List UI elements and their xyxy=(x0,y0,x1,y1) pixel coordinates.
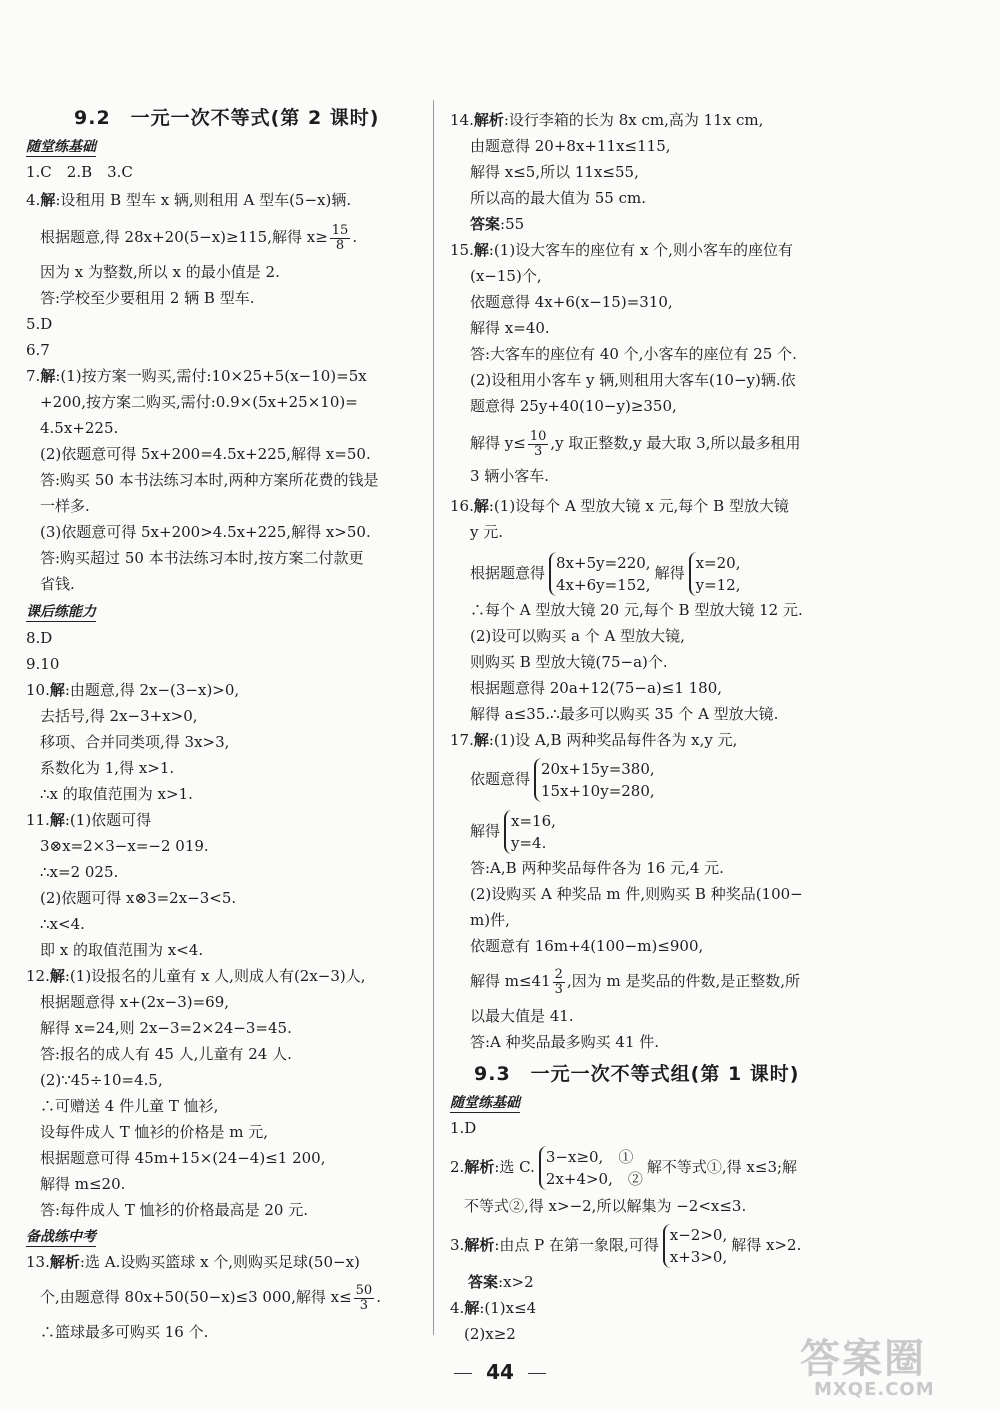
answer-line: 根据题意,得 28x+20(5−x)≥115,解得 x≥ $\frac{15}{8}$ . xyxy=(40,222,358,253)
answer-line: 依题意得 4x+6(x−15)=310, xyxy=(470,293,673,311)
answer-line: 根据题意得 20a+12(75−a)≤1 180, xyxy=(470,679,723,697)
answer-line: ∴每个 A 型放大镜 20 元,每个 B 型放大镜 12 元. xyxy=(470,601,803,619)
answer-line: (2)设租用小客车 y 辆,则租用大客车(10−y)辆.依 xyxy=(470,371,796,389)
subsection-heading: 备战练中考 xyxy=(26,1229,96,1245)
subsection-heading: 课后练能力 xyxy=(26,604,96,620)
answer-line: 1.C 2.B 3.C xyxy=(26,163,133,181)
answer-line: 个,由题意得 80x+50(50−x)≤3 000,解得 x≤ $\frac{50}{3}$ . xyxy=(40,1282,381,1313)
equation-system: x=20, y=12, xyxy=(689,552,741,596)
answer-line: 答:每件成人 T 恤衫的价格最高是 20 元. xyxy=(40,1201,308,1219)
answer-line: 答:学校至少要租用 2 辆 B 型车. xyxy=(40,289,255,307)
answer-line: 答案:55 xyxy=(470,215,525,233)
fraction: $\frac{2}{3}$ xyxy=(554,966,563,997)
answer-line: 11.解:(1)依题可得 xyxy=(26,811,152,829)
fraction: $\frac{15}{8}$ xyxy=(331,222,349,253)
answer-line: 16.解:(1)设每个 A 型放大镜 x 元,每个 B 型放大镜 xyxy=(450,497,789,515)
answer-line: 6.7 xyxy=(26,341,50,359)
answer-line: 系数化为 1,得 x>1. xyxy=(40,759,175,777)
answer-line: 依题意有 16m+4(100−m)≤900, xyxy=(470,937,704,955)
answer-line: 10.解:由题意,得 2x−(3−x)>0, xyxy=(26,681,240,699)
column-divider xyxy=(433,100,434,1335)
answer-line: 解得 y≤ $\frac{10}{3}$ ,y 取正整数,y 最大取 3,所以最多租用 xyxy=(470,428,801,459)
answer-line: 答:A 种奖品最多购买 41 件. xyxy=(470,1033,660,1051)
answer-line: 答:A,B 两种奖品每件各为 16 元,4 元. xyxy=(470,859,724,877)
answer-line: 根据题意可得 45m+15×(24−4)≤1 200, xyxy=(40,1149,326,1167)
equation-system: x−2>0, x+3>0, xyxy=(663,1224,727,1268)
answer-line: 解得 m≤41 $\frac{2}{3}$ ,因为 m 是奖品的件数,是正整数,所 xyxy=(470,966,801,997)
answer-line: 解得 x≤5,所以 11x≤55, xyxy=(470,163,639,181)
answer-line: (2)设可以购买 a 个 A 型放大镜, xyxy=(470,627,685,645)
answer-line: 不等式②,得 x>−2,所以解集为 −2<x≤3. xyxy=(464,1197,747,1215)
fraction: $\frac{50}{3}$ xyxy=(355,1282,373,1313)
answer-line: m)件, xyxy=(470,911,510,929)
page-number-dash xyxy=(454,1373,472,1374)
answer-line: ∴x<4. xyxy=(40,915,85,933)
equation-system: 20x+15y=380, 15x+10y=280, xyxy=(534,758,655,802)
answer-line: 题意得 25y+40(10−y)≥350, xyxy=(470,397,677,415)
answer-line: 1.D xyxy=(450,1119,477,1137)
answer-line: 答:报名的成人有 45 人,儿童有 24 人. xyxy=(40,1045,292,1063)
answer-line: 根据题意得 x+(2x−3)=69, xyxy=(40,993,230,1011)
answer-line: 去括号,得 2x−3+x>0, xyxy=(40,707,198,725)
answer-line: 8.D xyxy=(26,629,53,647)
section-title: 9.3 一元一次不等式组(第 1 课时) xyxy=(474,1063,800,1085)
answer-line: (2)x≥2 xyxy=(464,1325,516,1343)
answer-line: 解得 x=40. xyxy=(470,319,550,337)
equation-system: 8x+5y=220, 4x+6y=152, xyxy=(549,552,651,596)
answer-line: +200,按方案二购买,需付:0.9×(5x+25×10)= xyxy=(40,393,358,411)
answer-line: 解得 x=24,则 2x−3=2×24−3=45. xyxy=(40,1019,292,1037)
answer-line: 5.D xyxy=(26,315,53,333)
answer-line: 4.解:设租用 B 型车 x 辆,则租用 A 型车(5−x)辆. xyxy=(26,191,352,209)
equation-system-line: 根据题意得 8x+5y=220, 4x+6y=152, 解得 x=20, y=12, xyxy=(470,554,741,594)
equation-system-line: 3.解析:由点 P 在第一象限,可得 x−2>0, x+3>0, 解得 x>2. xyxy=(450,1226,802,1266)
answer-line: 因为 x 为整数,所以 x 的最小值是 2. xyxy=(40,263,280,281)
answer-line: 一样多. xyxy=(40,497,90,515)
answer-line: 解得 m≤20. xyxy=(40,1175,126,1193)
page-number-dash xyxy=(528,1373,546,1374)
equation-system: 3−x≥0, ① 2x+4>0, ② xyxy=(539,1146,643,1190)
answer-line: 即 x 的取值范围为 x<4. xyxy=(40,941,204,959)
answer-line: 4.5x+225. xyxy=(40,419,119,437)
answer-line: 4.解:(1)x≤4 xyxy=(450,1299,537,1317)
equation-system-line: 依题意得 20x+15y=380, 15x+10y=280, xyxy=(470,760,655,800)
answer-line: 答:购买超过 50 本书法练习本时,按方案二付款更 xyxy=(40,549,364,567)
answer-line: 所以高的最大值为 55 cm. xyxy=(470,189,647,207)
answer-line: 移项、合并同类项,得 3x>3, xyxy=(40,733,230,751)
answer-line: 由题意得 20+8x+11x≤115, xyxy=(470,137,671,155)
answer-line: 解得 a≤35.∴最多可以购买 35 个 A 型放大镜. xyxy=(470,705,779,723)
answer-line: (2)∵45÷10=4.5, xyxy=(40,1071,163,1089)
answer-line: 则购买 B 型放大镜(75−a)个. xyxy=(470,653,668,671)
page-number: 44 xyxy=(0,1360,1000,1384)
answer-line: 15.解:(1)设大客车的座位有 x 个,则小客车的座位有 xyxy=(450,241,793,259)
section-title: 9.2 一元一次不等式(第 2 课时) xyxy=(74,107,380,129)
answer-line: 以最大值是 41. xyxy=(470,1007,574,1025)
answer-line: (3)依题意可得 5x+200>4.5x+225,解得 x>50. xyxy=(40,523,371,541)
answer-line: y 元. xyxy=(470,523,504,541)
answer-line: 设每件成人 T 恤衫的价格是 m 元, xyxy=(40,1123,269,1141)
answer-line: 3⊗x=2×3−x=−2 019. xyxy=(40,837,209,855)
answer-line: ∴x=2 025. xyxy=(40,863,119,881)
answer-line: 9.10 xyxy=(26,655,60,673)
subsection-heading: 随堂练基础 xyxy=(450,1095,520,1111)
answer-line: (2)依题意可得 5x+200=4.5x+225,解得 x=50. xyxy=(40,445,371,463)
answer-line: (2)设购买 A 种奖品 m 件,则购买 B 种奖品(100− xyxy=(470,885,803,903)
equation-system-line: 解得 x=16, y=4. xyxy=(470,812,556,852)
answer-line: 答案:x>2 xyxy=(468,1273,534,1291)
watermark-text: 答案圈 xyxy=(800,1336,926,1382)
answer-line: 3 辆小客车. xyxy=(470,467,550,485)
watermark-url: MXQE.COM xyxy=(814,1379,935,1400)
answer-line: 13.解析:选 A.设购买篮球 x 个,则购买足球(50−x) xyxy=(26,1253,360,1271)
fraction: $\frac{10}{3}$ xyxy=(529,428,547,459)
answer-line: 12.解:(1)设报名的儿童有 x 人,则成人有(2x−3)人, xyxy=(26,967,366,985)
answer-line: 14.解析:设行李箱的长为 8x cm,高为 11x cm, xyxy=(450,111,764,129)
watermark-logo xyxy=(780,1325,990,1405)
answer-line: 答:大客车的座位有 40 个,小客车的座位有 25 个. xyxy=(470,345,797,363)
answer-line: (2)依题可得 x⊗3=2x−3<5. xyxy=(40,889,237,907)
answer-line: ∴篮球最多可购买 16 个. xyxy=(40,1323,209,1341)
answer-line: 答:购买 50 本书法练习本时,两种方案所花费的钱是 xyxy=(40,471,379,489)
answer-line: 省钱. xyxy=(40,575,75,593)
equation-system: x=16, y=4. xyxy=(504,810,556,854)
answer-line: 17.解:(1)设 A,B 两种奖品每件各为 x,y 元, xyxy=(450,731,738,749)
equation-system-line: 2.解析:选 C. 3−x≥0, ① 2x+4>0, ② 解不等式①,得 x≤3;解 xyxy=(450,1148,798,1188)
answer-line: ∴x 的取值范围为 x>1. xyxy=(40,785,193,803)
answer-line: ∴可赠送 4 件儿童 T 恤衫, xyxy=(40,1097,219,1115)
subsection-heading: 随堂练基础 xyxy=(26,139,96,155)
answer-line: 7.解:(1)按方案一购买,需付:10×25+5(x−10)=5x xyxy=(26,367,367,385)
answer-line: (x−15)个, xyxy=(470,267,542,285)
